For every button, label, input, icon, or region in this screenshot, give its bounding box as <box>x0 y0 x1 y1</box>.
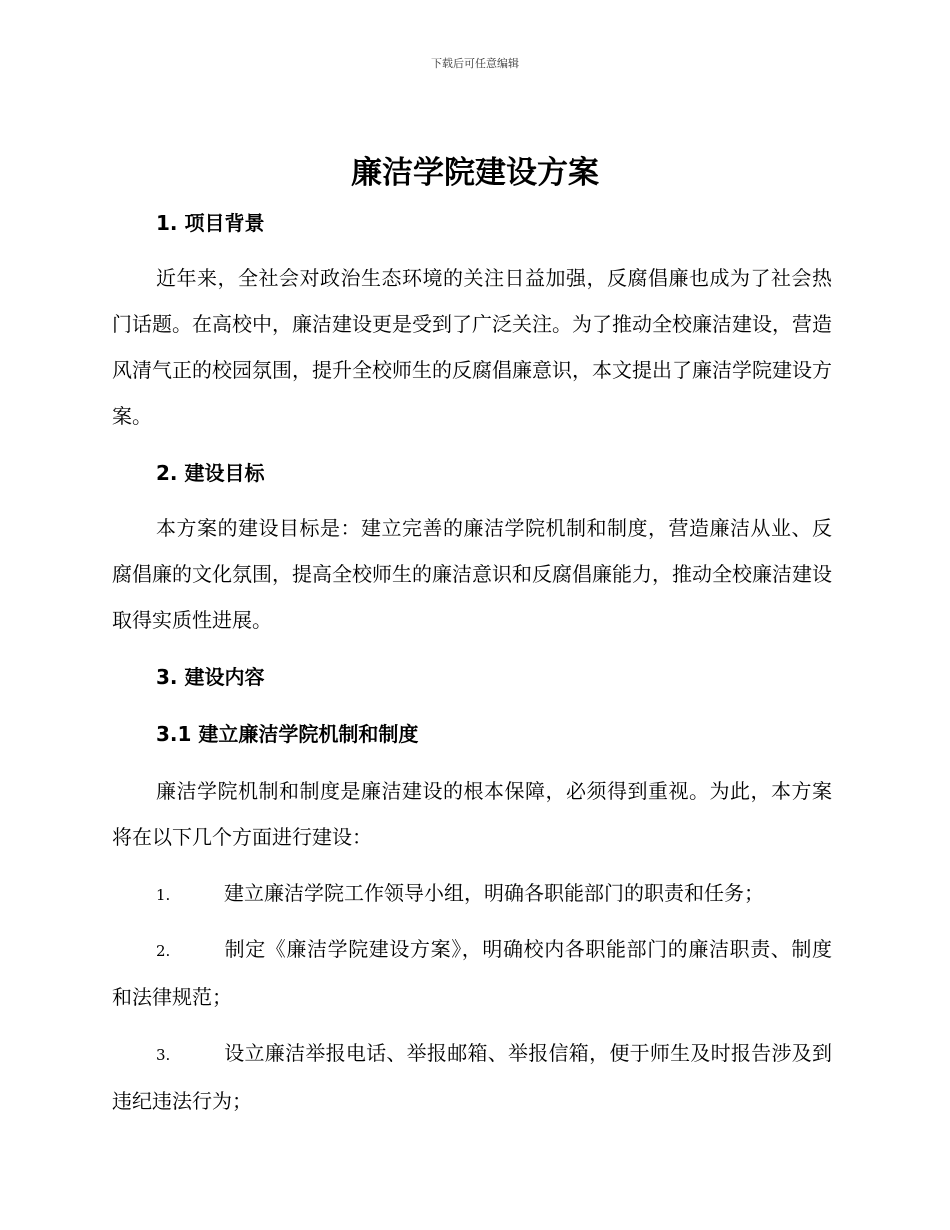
list-item-number: 3. <box>156 1046 171 1064</box>
document-title: 廉洁学院建设方案 <box>351 155 599 191</box>
section-paragraph-background: 近年来，全社会对政治生态环境的关注日益加强，反腐倡廉也成为了社会热门话题。在高校中，廉洁建设更是受到了广泛关注。为了推动全校廉洁建设，营造风清气正的校园氛围，提升全校师生的反腐倡廉意识，本文提出了廉洁学院建设方案。 <box>112 266 832 428</box>
subsection-heading-mechanism: 3.1 建立廉洁学院机制和制度 <box>156 722 419 746</box>
list-item-text: 制定《廉洁学院建设方案》，明确校内各职能部门的廉洁职责、制度和法律规范； <box>112 937 832 1009</box>
section-heading-background: 1. 项目背景 <box>156 211 265 235</box>
list-item-number: 1. <box>156 886 171 904</box>
list-item-text: 建立廉洁学院工作领导小组，明确各职能部门的职责和任务； <box>224 881 764 905</box>
list-item <box>112 926 832 1020</box>
section-heading-content: 3. 建设内容 <box>156 665 265 689</box>
section-heading-goals: 2. 建设目标 <box>156 461 265 485</box>
list-item-text: 设立廉洁举报电话、举报邮箱、举报信箱，便于师生及时报告涉及到违纪违法行为； <box>112 1041 832 1113</box>
section-paragraph-goals: 本方案的建设目标是：建立完善的廉洁学院机制和制度，营造廉洁从业、反腐倡廉的文化氛围，提高全校师生的廉洁意识和反腐倡廉能力，推动全校廉洁建设取得实质性进展。 <box>112 516 832 632</box>
subsection-paragraph-mechanism: 廉洁学院机制和制度是廉洁建设的根本保障，必须得到重视。为此，本方案将在以下几个方面进行建设： <box>112 779 832 849</box>
list-item <box>112 870 832 918</box>
page-header-note: 下载后可任意编辑 <box>431 57 519 70</box>
list-item <box>112 1030 832 1124</box>
list-item-number: 2. <box>156 942 171 960</box>
